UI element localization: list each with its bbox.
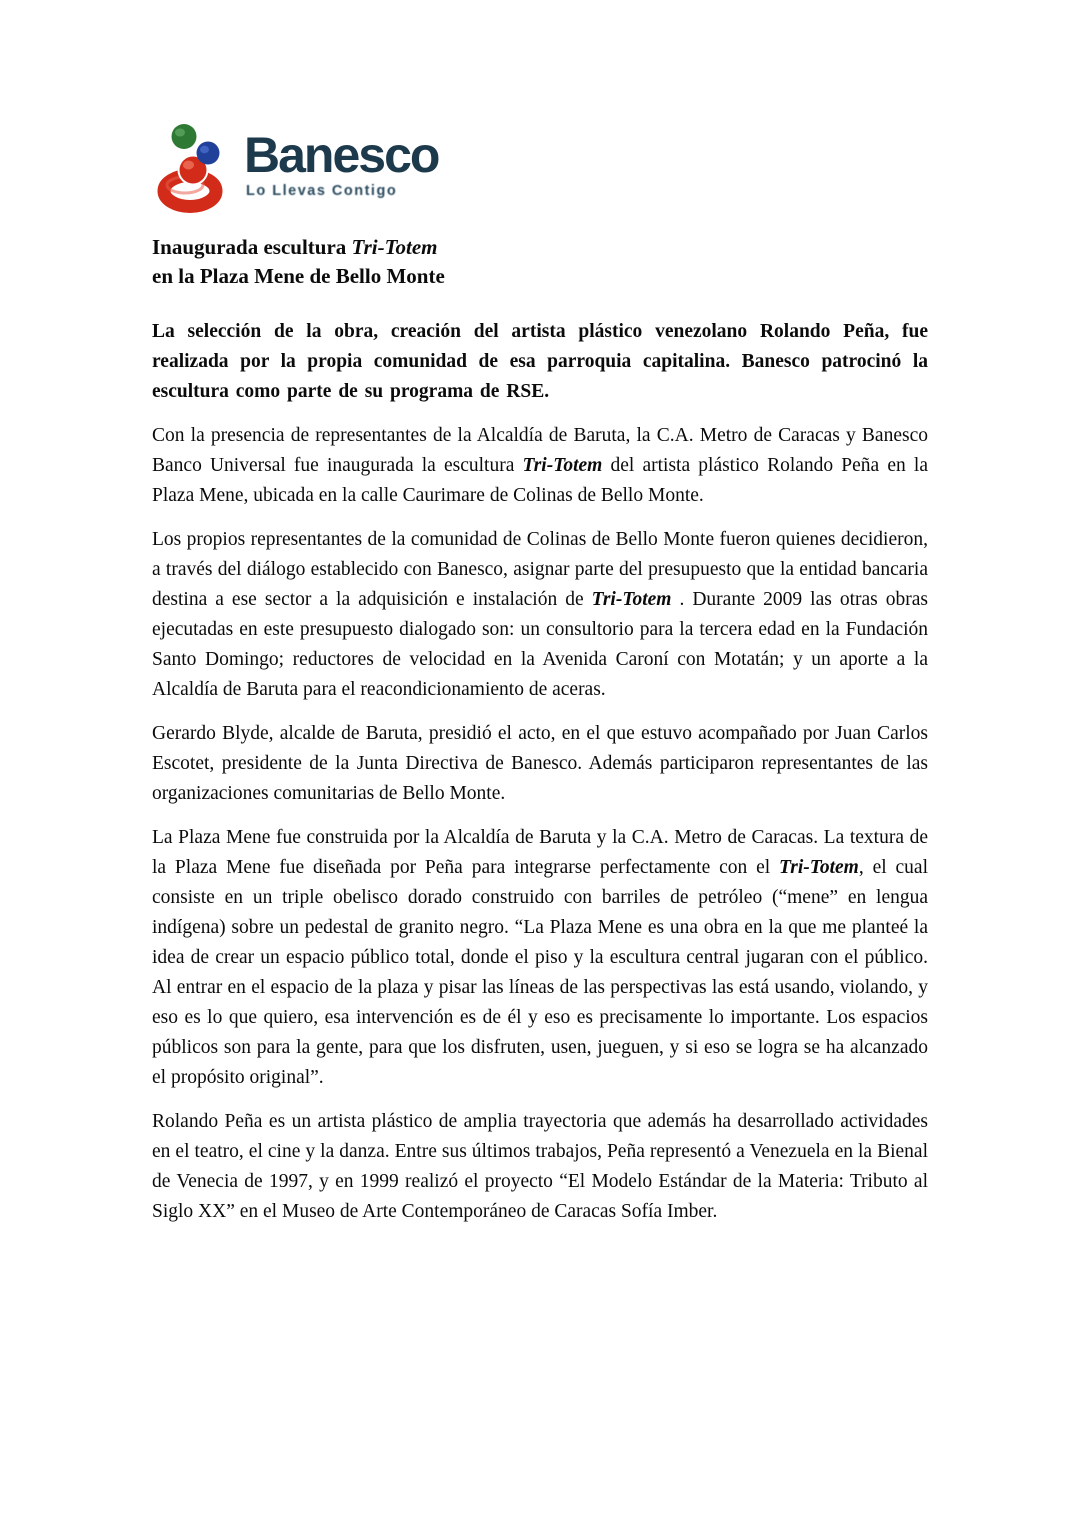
page-title — [152, 233, 928, 291]
text-run: . Durante 2009 las otras obras ejecutadas en este presupuesto dialogado son: un consultorio para la tercera edad en la Fundación Santo Domingo; reductores de velocidad en la Avenida Caroní con Motatán; y un aporte a la Alcaldía de Baruta para el reacondicionamiento de aceras. — [152, 589, 929, 700]
text-run: La selección de la obra, creación del artista plástico venezolano Rolando Peña, fue realizada por la propia comunidad de esa parroquia capitalina. Banesco patrocinó la escultura como parte de su programa de RSE. — [152, 321, 928, 402]
text-run: Inaugurada escultura — [152, 235, 352, 259]
work-title-emphasis: Tri-Totem — [522, 455, 603, 476]
text-run: , el cual consiste en un triple obelisco dorado construido con barriles de petróleo (“mene” en lengua indígena) sobre un pedestal de granito negro. “La Plaza Mene es una obra en la que me planteé la idea de crear un espacio público total, donde el piso y la escultura central jugaran con el público. Al entrar en el espacio de la plaza y pisar las líneas de las perspectivas las está usando, violando, y eso es lo que quiero, esa intervención es de él y eso es precisamente lo importante. Los espacios públicos son para la gente, para que los disfruten, usen, jueguen, y si eso se logra se ha alcanzado el propósito original”. — [152, 857, 928, 1088]
title-line — [152, 262, 928, 291]
banesco-logo — [152, 123, 928, 219]
brand-wordmark: Banesco — [244, 127, 439, 183]
work-title-emphasis: Tri-Totem — [591, 589, 672, 610]
title-line — [152, 233, 928, 262]
text-run: Con la presencia de representantes de la Alcaldía de Baruta, la C.A. Metro de Caracas y Banesco Banco Universal fue inaugurada la escultura — [152, 425, 928, 476]
text-run: Gerardo Blyde, alcalde de Baruta, presidió el acto, en el que estuvo acompañado por Juan Carlos Escotet, presidente de la Junta Directiva de Banesco. Además participaron representantes de las organizaciones comunitarias de Bello Monte. — [152, 723, 928, 804]
paragraph — [152, 421, 928, 511]
work-title-emphasis: Tri-Totem — [779, 857, 859, 878]
text-run: del artista plástico Rolando Peña en la Plaza Mene, ubicada en la calle Caurimare de Colinas de Bello Monte. — [152, 455, 928, 506]
banesco-spheres-icon — [152, 123, 234, 219]
work-title-emphasis: Tri-Totem — [351, 235, 438, 259]
paragraph — [152, 525, 928, 705]
document-body — [152, 317, 928, 1227]
text-run: La Plaza Mene fue construida por la Alcaldía de Baruta y la C.A. Metro de Caracas. La textura de la Plaza Mene fue diseñada por Peña para integrarse perfectamente con el — [152, 827, 928, 878]
paragraph — [152, 823, 928, 1093]
text-run: Rolando Peña es un artista plástico de amplia trayectoria que además ha desarrollado actividades en el teatro, el cine y la danza. Entre sus últimos trabajos, Peña representó a Venezuela en la Bienal de Venecia de 1997, y en 1999 realizó el proyecto “El Modelo Estándar de la Materia: Tributo al Siglo XX” en el Museo de Arte Contemporáneo de Caracas Sofía Imber. — [152, 1111, 928, 1222]
paragraph — [152, 317, 928, 407]
text-run: Los propios representantes de la comunidad de Colinas de Bello Monte fueron quienes decidieron, a través del diálogo establecido con Banesco, asignar parte del presupuesto que la entidad bancaria destina a ese sector a la adquisición e instalación de — [152, 529, 928, 610]
paragraph — [152, 719, 928, 809]
logo-text — [244, 123, 438, 199]
brand-tagline: Lo Llevas Contigo — [246, 183, 398, 199]
text-run: en la Plaza Mene de Bello Monte — [152, 264, 445, 288]
paragraph — [152, 1107, 928, 1227]
